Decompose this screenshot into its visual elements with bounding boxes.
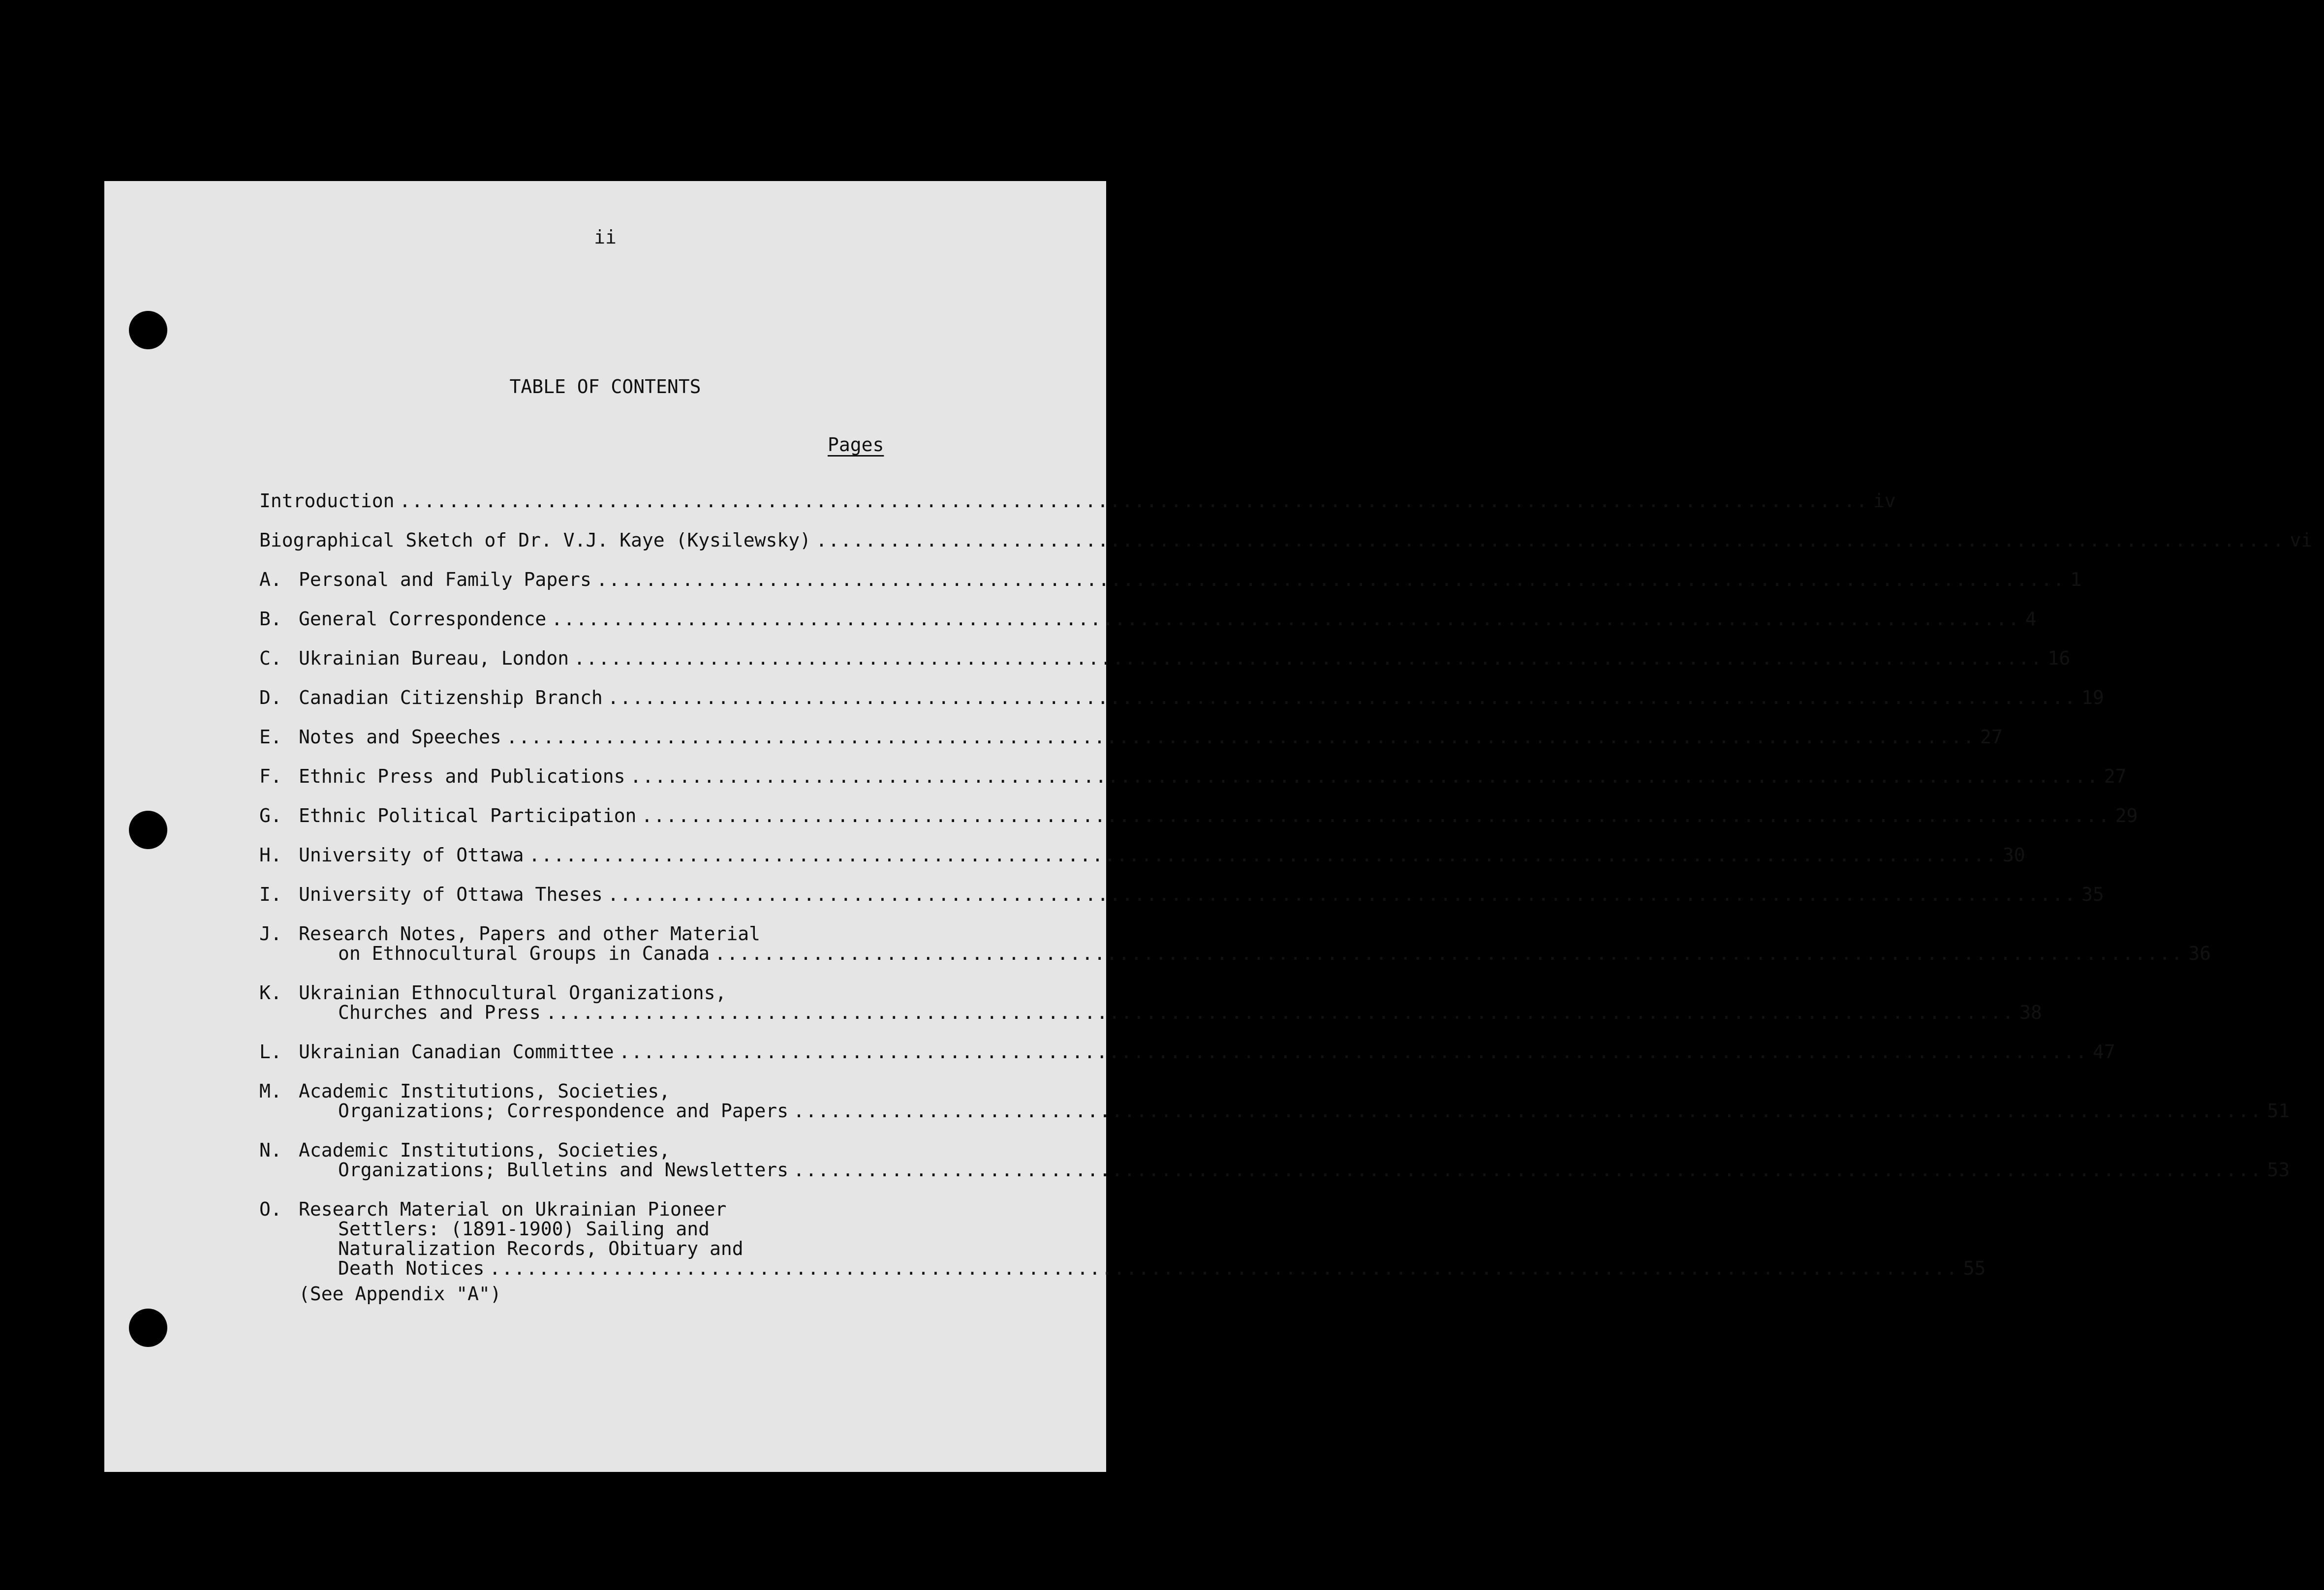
table-of-contents [259, 490, 2313, 1305]
toc-entry-text: Research Notes, Papers and other Material [299, 923, 760, 945]
toc-entry-letter: B. [259, 608, 282, 630]
toc-entry-letter: E. [259, 726, 282, 748]
toc-entry [259, 844, 2025, 866]
dot-leader: ........................................................................................................................ [607, 687, 2077, 708]
toc-entry-page: 35 [2081, 884, 2104, 905]
toc-entry-page: iv [1873, 490, 1896, 512]
toc-entry-text: Naturalization Records, Obituary and [338, 1238, 744, 1259]
toc-entry-letter: D. [259, 687, 282, 708]
toc-entry [259, 884, 2104, 905]
toc-entry-page: 55 [1963, 1257, 1986, 1279]
toc-entry-letter: K. [259, 982, 282, 1004]
toc-entry-text: Academic Institutions, Societies, [299, 1080, 670, 1102]
toc-entry-text: Ukrainian Ethnocultural Organizations, [299, 982, 727, 1004]
toc-entry-letter: C. [259, 647, 282, 669]
toc-entry-letter: I. [259, 884, 282, 905]
toc-entry-page: 30 [2002, 844, 2025, 866]
toc-entry-letter: J. [259, 923, 282, 945]
dot-leader: ........................................................................................................................ [489, 1257, 1958, 1279]
toc-entry-letter: N. [259, 1139, 282, 1161]
toc-entry [259, 1139, 2290, 1181]
toc-entry [259, 765, 2127, 787]
toc-entry [259, 1198, 1986, 1279]
dot-leader: ........................................................................................................................ [816, 529, 2285, 551]
document-page [104, 181, 2313, 1472]
toc-entry-text: Notes and Speeches [299, 726, 501, 748]
page-title: TABLE OF CONTENTS [509, 376, 701, 398]
toc-entry-text: Research Material on Ukrainian Pioneer [299, 1198, 727, 1220]
toc-entry [259, 1080, 2290, 1122]
toc-entry-text: Ukrainian Canadian Committee [299, 1041, 614, 1063]
dot-leader: ........................................................................................................................ [551, 608, 2020, 630]
toc-entry [259, 687, 2104, 708]
dot-leader: ........................................................................................................................ [630, 765, 2099, 787]
toc-entry-page: 36 [2188, 943, 2211, 964]
punch-hole [129, 811, 167, 849]
toc-entry-page: 29 [2115, 805, 2138, 826]
dot-leader: ........................................................................................................................ [793, 1100, 2262, 1122]
dot-leader: ........................................................................................................................ [619, 1041, 2088, 1063]
toc-entry-text: Canadian Citizenship Branch [299, 687, 603, 708]
toc-entry-page: 53 [2267, 1159, 2290, 1181]
toc-entry-letter: M. [259, 1080, 282, 1102]
dot-leader: ........................................................................................................................ [596, 569, 2066, 590]
toc-entry-text: University of Ottawa [299, 844, 524, 866]
toc-entry-page: 38 [2019, 1002, 2042, 1023]
toc-entry-page: 1 [2070, 569, 2082, 590]
toc-entry-letter: O. [259, 1198, 282, 1220]
toc-entry-letter: A. [259, 569, 282, 590]
toc-entry-text: Death Notices [338, 1257, 485, 1279]
toc-entry-page: 51 [2267, 1100, 2290, 1122]
toc-entry-page: 16 [2047, 647, 2071, 669]
pages-column-header: Pages [828, 434, 884, 456]
toc-entry [259, 1041, 2115, 1063]
dot-leader: ........................................................................................................................ [574, 647, 2043, 669]
toc-entry-text: Ethnic Press and Publications [299, 765, 625, 787]
dot-leader: ........................................................................................................................ [528, 844, 1998, 866]
toc-entry-page: 4 [2025, 608, 2037, 630]
appendix-note: (See Appendix "A") [299, 1283, 501, 1305]
toc-entry-text: Introduction [259, 490, 395, 512]
toc-entry-letter: F. [259, 765, 282, 787]
toc-entry [259, 726, 2003, 748]
dot-leader: ........................................................................................................................ [545, 1002, 2015, 1023]
toc-entry-text: Organizations; Bulletins and Newsletters [338, 1159, 789, 1181]
toc-entry-text: Churches and Press [338, 1002, 541, 1023]
toc-entry [259, 490, 1896, 512]
toc-entry-letter: H. [259, 844, 282, 866]
toc-entry [259, 529, 2313, 551]
toc-entry [259, 982, 2042, 1023]
toc-entry-page: 47 [2092, 1041, 2115, 1063]
dot-leader: ........................................................................................................................ [506, 726, 1976, 748]
toc-entry-letter: L. [259, 1041, 282, 1063]
dot-leader: ........................................................................................................................ [641, 805, 2110, 826]
punch-hole [129, 1309, 167, 1347]
toc-entry-text: Academic Institutions, Societies, [299, 1139, 670, 1161]
toc-entry-text: Biographical Sketch of Dr. V.J. Kaye (Kysilewsky) [259, 529, 811, 551]
toc-entry [259, 569, 2082, 590]
toc-entry [259, 805, 2138, 826]
toc-entry-page: vi [2290, 529, 2313, 551]
toc-entry-text: Personal and Family Papers [299, 569, 591, 590]
toc-entry-page: 27 [1980, 726, 2003, 748]
toc-entry [259, 923, 2211, 964]
page-number: ii [594, 226, 617, 248]
toc-entry-letter: G. [259, 805, 282, 826]
dot-leader: ........................................................................................................................ [714, 943, 2184, 964]
dot-leader: ........................................................................................................................ [607, 884, 2077, 905]
toc-entry-text: General Correspondence [299, 608, 547, 630]
toc-entry-text: Ukrainian Bureau, London [299, 647, 569, 669]
toc-entry-page: 19 [2081, 687, 2104, 708]
toc-entry-text: Ethnic Political Participation [299, 805, 637, 826]
dot-leader: ........................................................................................................................ [793, 1159, 2262, 1181]
toc-entry-text: on Ethnocultural Groups in Canada [338, 943, 710, 964]
toc-entry-text: University of Ottawa Theses [299, 884, 603, 905]
punch-hole [129, 311, 167, 349]
toc-entry [259, 647, 2071, 669]
toc-entry [259, 608, 2037, 630]
toc-entry-page: 27 [2104, 765, 2127, 787]
toc-entry-text: Organizations; Correspondence and Papers [338, 1100, 789, 1122]
dot-leader: ........................................................................................................................ [399, 490, 1868, 512]
toc-entry-text: Settlers: (1891-1900) Sailing and [338, 1218, 710, 1240]
